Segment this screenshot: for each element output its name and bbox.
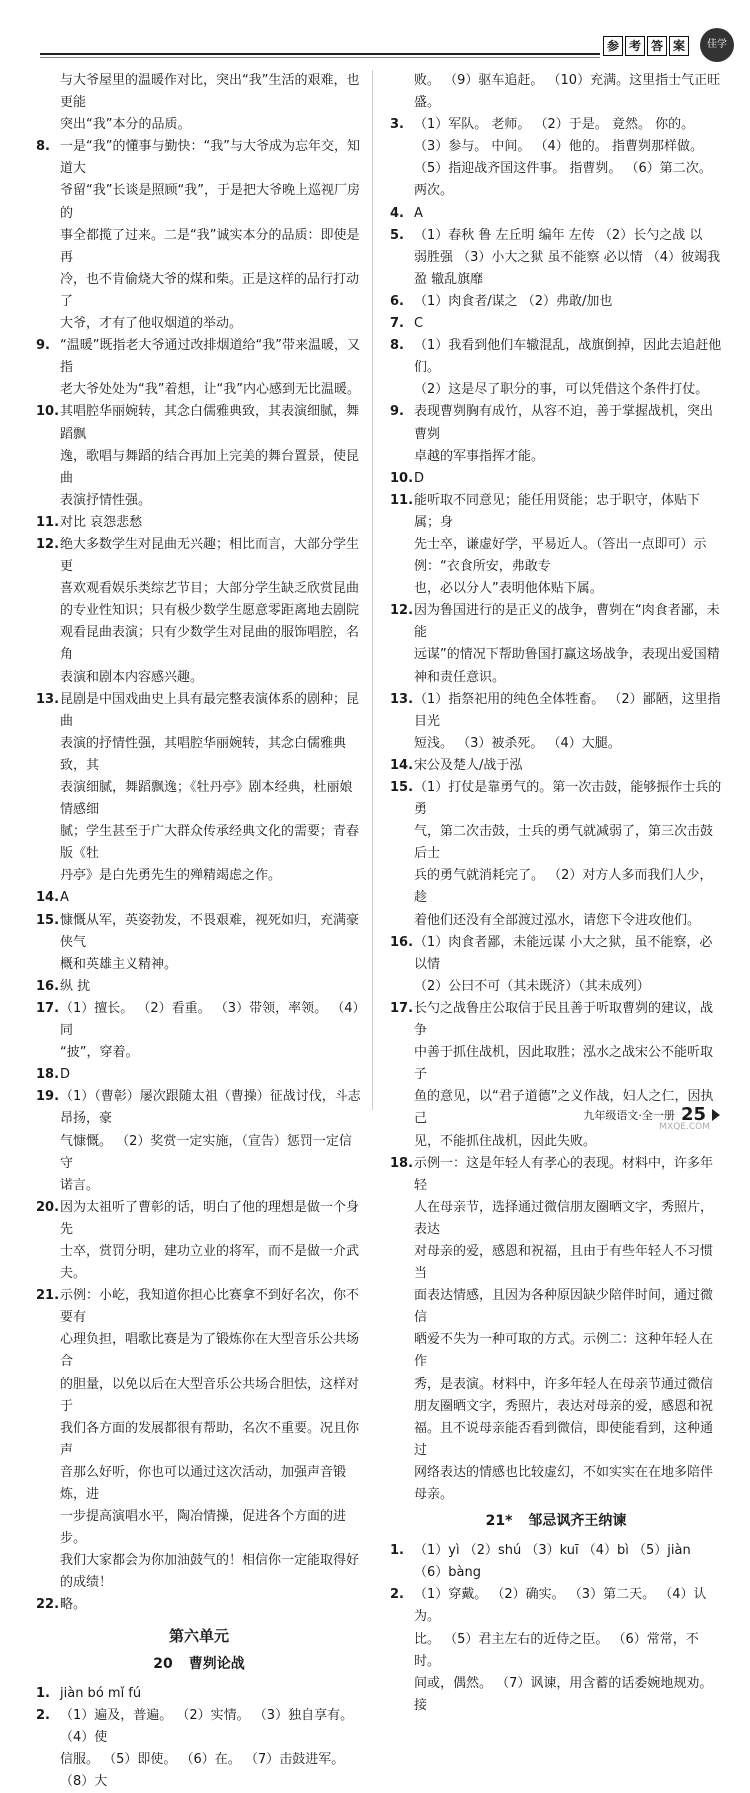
arrow-icon <box>712 1109 720 1121</box>
badge-char: 案 <box>669 36 689 56</box>
answer-text: （1）春秋 鲁 左丘明 编年 左传 （2）长勺之战 以 弱胜强 （3）小大之狱 虽不能察 必以情 （4）彼竭我 盈 辙乱旗靡 <box>414 227 721 287</box>
answer-number: 17. <box>36 1000 60 1016</box>
answer-text: 昆剧是中国戏曲史上具有最完整表演体系的剧种；昆曲 表演的抒情性强，其唱腔华丽婉转，其念白儒雅典致，其 表演细腻，舞蹈飘逸；《牡丹亭》剧本经典，杜丽娘情感细 腻；学生甚至于广大群众传承经典文化的需要；青春版《牡 丹亭》是白先勇先生的殚精竭虑之作。 <box>60 691 360 884</box>
answer-item <box>390 490 722 600</box>
badge-char: 答 <box>647 36 667 56</box>
answer-text: 纵 扰 <box>60 978 91 994</box>
badge-char: 考 <box>625 36 645 56</box>
lesson-title: 曹刿论战 <box>188 1655 245 1672</box>
page-number: 25 <box>680 1104 706 1125</box>
answer-item <box>390 1153 722 1507</box>
lesson-heading-21 <box>390 1510 722 1532</box>
answer-text: 对比 哀怨悲愁 <box>60 514 143 530</box>
answer-number: 9. <box>390 404 404 420</box>
answer-text: D <box>414 470 425 486</box>
answer-number: 19. <box>36 1089 60 1105</box>
answer-item <box>36 689 362 888</box>
answer-number: 14. <box>36 890 60 906</box>
answer-text: A <box>60 890 69 906</box>
answer-text: 一是“我”的懂事与勤快：“我”与大爷成为忘年交，知道大 爷留“我”长谈是照顾“我”，于是把大爷晚上巡视厂房的 事全都揽了过来。二是“我”诚实本分的品质：即使是再 冷，也不肯偷烧大爷的煤和柴。正是这样的品行打动了 大爷，才有了他収烟道的举动。 <box>60 139 360 332</box>
answer-item <box>36 1683 362 1705</box>
answer-number: 8. <box>390 338 404 354</box>
lesson-number: 20 <box>153 1655 173 1672</box>
answer-text: A <box>414 205 423 221</box>
answer-item <box>390 689 722 755</box>
book-title: 九年级语文·全一册 <box>583 1108 675 1122</box>
answer-item <box>36 70 362 136</box>
answer-item <box>390 70 722 114</box>
answer-number: 16. <box>390 934 414 950</box>
answer-text: jiàn bó mǐ fú <box>60 1685 142 1701</box>
answer-text: （1）yì （2）shú （3）kuī （4）bì （5）jiàn （6）bàng <box>414 1543 691 1581</box>
answer-number: 3. <box>390 117 404 133</box>
answer-item <box>36 335 362 401</box>
answer-item <box>390 313 722 335</box>
answer-item <box>390 1584 722 1717</box>
answer-text: （1）肉食者鄙，未能远谋 小大之狱，虽不能察，必以情 （2）公曰不可（其未既济）（其未成列） <box>414 934 713 994</box>
answer-text: 表现曹刿胸有成竹，从容不迫，善于掌握战机，突出曹刿 卓越的军事指挥才能。 <box>414 404 714 464</box>
publisher-logo: 佳学 <box>700 28 734 62</box>
answer-item <box>36 887 362 909</box>
answer-item <box>390 755 722 777</box>
lesson-title: 邹忌讽齐王纳谏 <box>528 1513 627 1530</box>
answer-number: 1. <box>36 1685 50 1701</box>
answer-text: 示例一：这是年轻人有孝心的表现。材料中，许多年轻 人在母亲节，选择通过微信朋友圈晒文字，秀照片，表达 对母亲的爱，感恩和祝福，且由于有些年轻人不习惯当 面表达情感，且因为各种原因缺少陪伴时间，通过微信 晒爱不失为一种可取的方式。示例二：这种年轻人在作 秀，是表演。材料中，许多年轻人在母亲节通过微信 朋友圈晒文字，秀照片，表达对母亲的爱，感恩和祝 福。且不说母亲能否看到微信，即使能看到，这种通过 网络表达的情感也比较虚幻，不如实实在在地多陪伴 母亲。 <box>414 1155 714 1502</box>
answer-item <box>390 335 722 401</box>
answer-item <box>390 932 722 998</box>
answer-number: 2. <box>36 1707 50 1723</box>
answer-number: 8. <box>36 139 50 155</box>
answer-item <box>36 910 362 976</box>
answer-item <box>390 600 722 688</box>
answer-number: 11. <box>390 492 414 508</box>
answer-item <box>36 1197 362 1285</box>
answer-number: 12. <box>36 536 60 552</box>
answer-text: 因为鲁国进行的是正义的战争，曹刿在“肉食者鄙，未能 远谋”的情况下帮助鲁国打赢这场战争，表现出爱国精 神和责任意识。 <box>414 603 720 685</box>
answer-number: 2. <box>390 1587 404 1603</box>
answer-number: 22. <box>36 1597 60 1613</box>
answer-number: 16. <box>36 978 60 994</box>
answer-item <box>36 401 362 511</box>
lesson-heading-20 <box>36 1653 362 1675</box>
answer-text: 示例：小屹，我知道你担心比赛拿不到好名次，你不要有 心理负担，唱歌比赛是为了锻炼你在大型音乐公共场合 的胆量，以免以后在大型音乐公共场合胆怯，这样对于 我们各方面的发展都很有帮助，名次不重要。况且你声 音那么好听，你也可以通过这次活动，加强声音锻炼，进 一步提高演唱水平，陶冶情操，促进各个方面的进步。 我们大家都会为你加油鼓气的！相信你一定能取得好 的成绩！ <box>60 1288 360 1591</box>
answer-text: （1）擅长。 （2）看重。 （3）带领，率领。 （4）同 “披”，穿着。 <box>60 1000 359 1061</box>
answer-number: 13. <box>36 691 60 707</box>
answer-text: 宋公及楚人/战于泓 <box>414 757 523 773</box>
answer-number: 7. <box>390 316 404 332</box>
answer-item <box>390 401 722 467</box>
answer-item <box>36 976 362 998</box>
right-column <box>390 70 722 1717</box>
answer-item <box>36 1285 362 1594</box>
answer-item <box>36 534 362 689</box>
header-rule <box>40 53 600 55</box>
unit-title: 第六单元 <box>168 1626 229 1645</box>
answer-number: 15. <box>390 780 414 795</box>
answer-number: 10. <box>390 470 414 486</box>
answer-number: 13. <box>390 691 414 707</box>
answer-number: 21. <box>36 1288 60 1304</box>
lesson-number: 21* <box>485 1513 513 1530</box>
answer-text: “温暖”既指老大爷通过改排烟道给“我”带来温暖，又指 老大爷处处为“我”着想，让“我”内心感到无比温暖。 <box>60 338 360 398</box>
answer-text: 能听取不同意见；能任用贤能；忠于职守，体贴下属；身 先士卒，谦虚好学，平易近人。（答出一点即可）示例：“衣食所安，弗敢专 也，必以分人”表明他体贴下属。 <box>414 492 707 597</box>
answer-text: （1）我看到他们车辙混乱，战旗倒掉，因此去追赶他们。 （2）这是尽了职分的事，可以凭借这个条件打仗。 <box>414 338 722 398</box>
answer-number: 11. <box>36 514 60 530</box>
answer-item <box>390 468 722 490</box>
watermark: MXQE.COM <box>659 1122 710 1132</box>
answer-number: 20. <box>36 1199 60 1215</box>
answer-item <box>36 1086 362 1196</box>
answer-text: 慷慨从军，英姿勃发，不畏艰难，视死如归，充满豪侠气 概和英雄主义精神。 <box>60 912 360 972</box>
answer-number: 12. <box>390 603 414 619</box>
answer-list-right-top <box>390 70 722 1506</box>
answer-item <box>390 777 722 932</box>
answer-text: 绝大多数学生对昆曲无兴趣；相比而言，大部分学生更 喜欢观看娱乐类综艺节目；大部分学生缺乏欣赏昆曲 的专业性知识；只有极少数学生愿意零距离地去剧院 观看昆曲表演；只有少数学生对昆曲的服饰唱腔，名角 表演和剧本内容感兴趣。 <box>60 536 360 685</box>
answer-text: （1）打仗是靠勇气的。第一次击鼓，能够振作士兵的勇 气，第二次击鼓，士兵的勇气就减弱了，第三次击鼓后士 兵的勇气就消耗完了。 （2）对方人多而我们人少，趁 着他们还没有全部渡过泓水，请您下令进攻他们。 <box>414 780 722 928</box>
answer-item <box>390 225 722 291</box>
header-rule-thin <box>40 57 600 58</box>
answer-number: 14. <box>390 757 414 773</box>
answer-number: 10. <box>36 404 60 420</box>
answer-number: 9. <box>36 338 50 354</box>
answer-number: 6. <box>390 293 404 309</box>
answer-text: （1）（曹彰）屡次跟随太祖（曹操）征战讨伐，斗志昂扬，豪 气慷慨。 （2）奖赏一定实施，（宣告）惩罚一定信守 诺言。 <box>60 1089 361 1193</box>
answer-list-right-bottom <box>390 1540 722 1717</box>
answer-number: 4. <box>390 205 404 221</box>
answer-item <box>36 136 362 335</box>
left-column <box>36 70 362 1793</box>
answer-text: （1）肉食者/谋之 （2）弗敢/加也 <box>414 293 613 309</box>
answer-text: 长勺之战鲁庄公取信于民且善于听取曹刿的建议，战争 中善于抓住战机，因此取胜；泓水之战宋公不能听取子 鱼的意见，以“君子道德”之义作战，妇人之仁，因执己 见，不能抓住战机，因此失败。 <box>414 1000 714 1149</box>
answer-item <box>390 291 722 313</box>
answer-item <box>390 203 722 225</box>
answer-text: （1）穿戴。 （2）确实。 （3）第二天。 （4）认为。 比。 （5）君主左右的近侍之臣。 （6）常常，不时。 间或，偶然。 （7）讽谏，用含蓄的话委婉地规劝。 接 <box>414 1587 713 1713</box>
answer-number: 18. <box>390 1155 414 1171</box>
answer-text: 败。 （9）驱车追赶。 （10）充满。这里指士气正旺盛。 <box>414 73 721 111</box>
answer-item <box>36 1064 362 1086</box>
answer-text: （1）遍及，普遍。 （2）实情。 （3）独自享有。 （4）使 信服。 （5）即使。 （6）在。 （7）击鼓进军。 （8）大 <box>60 1707 354 1790</box>
column-divider <box>372 70 373 1110</box>
answer-item <box>36 1705 362 1793</box>
answer-text: C <box>414 316 424 332</box>
answer-text: 因为太祖听了曹彰的话，明白了他的理想是做一个身先 士卒，赏罚分明，建功立业的将军，而不是做一介武夫。 <box>60 1199 360 1282</box>
answer-text: 略。 <box>60 1597 87 1613</box>
answer-item <box>36 512 362 534</box>
answer-text: D <box>60 1067 71 1083</box>
answer-item <box>390 114 722 202</box>
answer-text: （1）指祭祀用的纯色全体牲畜。 （2）鄙陋，这里指目光 短浅。 （3）被杀死。 （4）大腿。 <box>414 691 721 751</box>
answer-list-left-bottom <box>36 1683 362 1793</box>
answer-key-badge <box>603 36 691 56</box>
answer-number: 1. <box>390 1543 404 1559</box>
answer-item <box>390 1540 722 1584</box>
answer-item <box>36 998 362 1064</box>
answer-number: 5. <box>390 227 404 243</box>
answer-number: 17. <box>390 1000 414 1016</box>
answer-number: 15. <box>36 912 60 928</box>
answer-list-left-top <box>36 70 362 1617</box>
answer-text: 其唱腔华丽婉转，其念白儒雅典致，其表演细腻，舞蹈飘 逸，歌唱与舞蹈的结合再加上完美的舞台置景，使昆曲 表演抒情性强。 <box>60 404 360 508</box>
answer-text: 与大爷屋里的温暖作对比，突出“我”生活的艰难，也更能 突出“我”本分的品质。 <box>60 73 360 133</box>
answer-item <box>36 1594 362 1616</box>
badge-char: 参 <box>603 36 623 56</box>
answer-text: （1）军队。 老师。 （2）于是。 竟然。 你的。 （3）参与。 中间。 （4）他的。 指曹刿那样做。 （5）指迎战齐国这件事。 指曹刿。 （6）第二次。 两次。 <box>414 117 712 199</box>
answer-number: 18. <box>36 1067 60 1083</box>
